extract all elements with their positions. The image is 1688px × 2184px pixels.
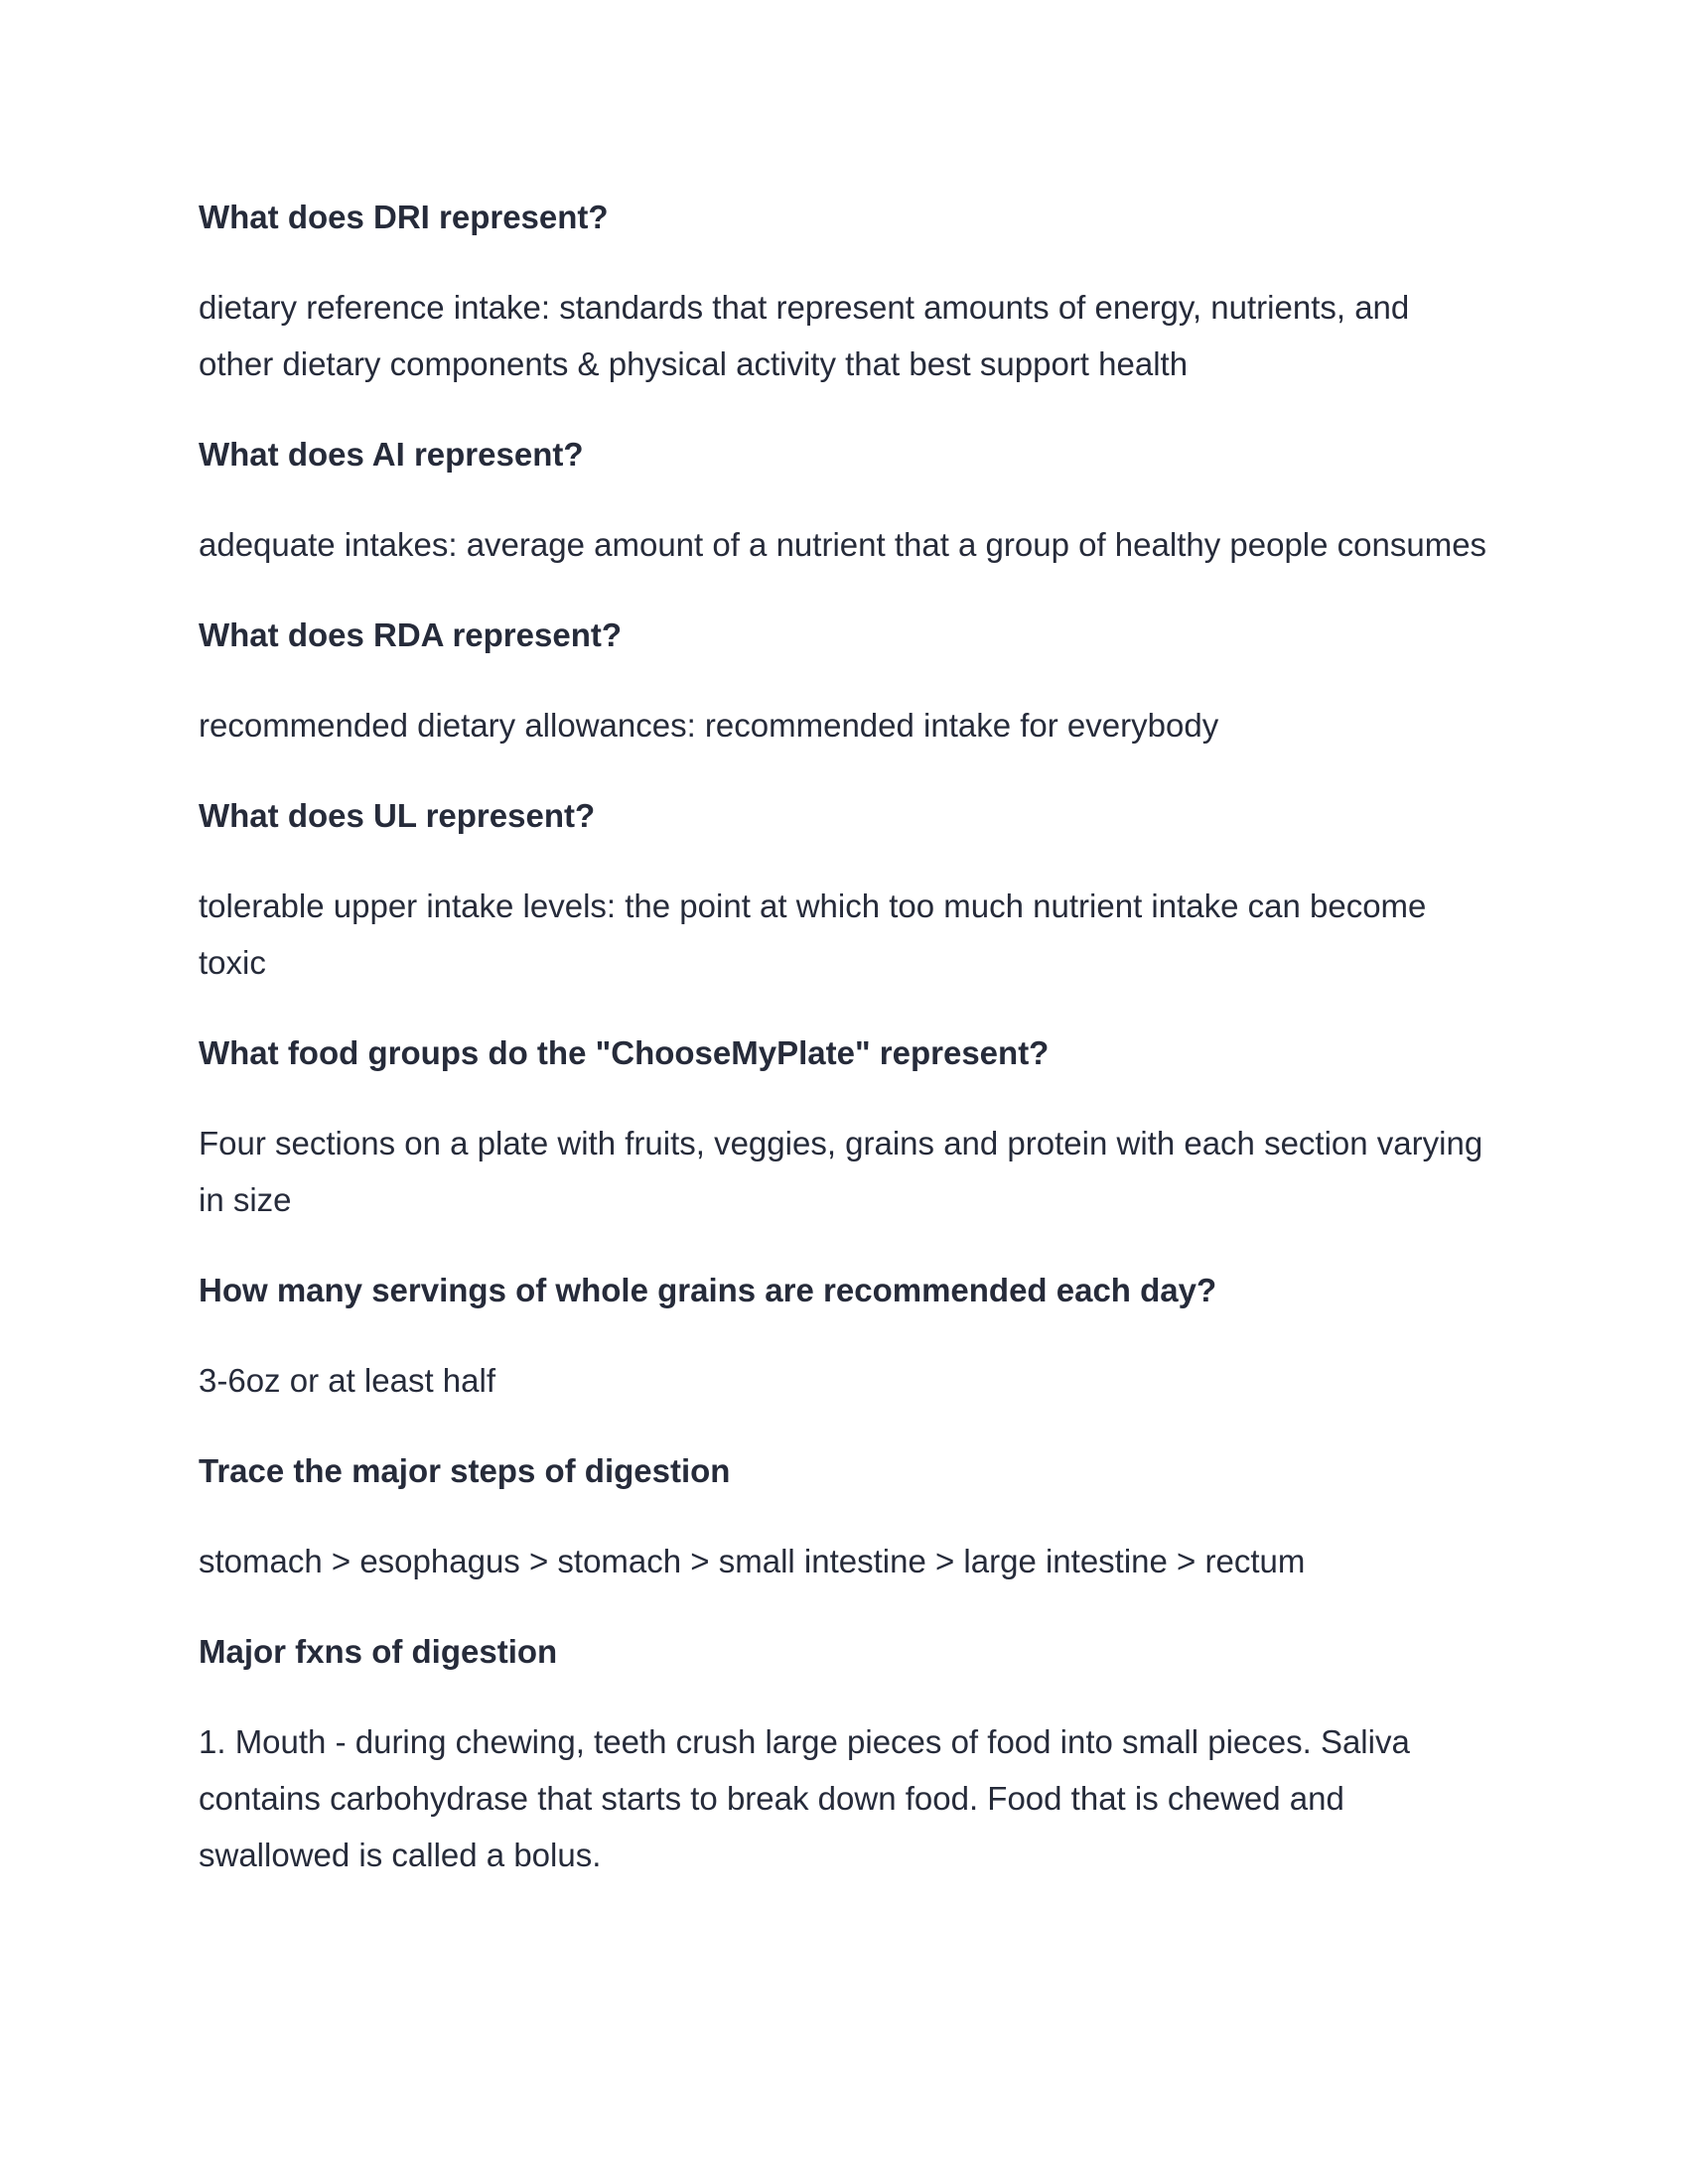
question-text: What does AI represent? (199, 436, 584, 473)
card-choosemyplate (199, 1024, 1489, 1228)
question-text: What food groups do the "ChooseMyPlate" represent? (199, 1034, 1050, 1071)
question-text: What does RDA represent? (199, 616, 623, 653)
question-text: How many servings of whole grains are recommended each day? (199, 1272, 1217, 1308)
card-digestion-steps (199, 1442, 1489, 1589)
question-text: Major fxns of digestion (199, 1633, 558, 1670)
card-whole-grains (199, 1262, 1489, 1409)
card-dri (199, 189, 1489, 392)
answer-text: adequate intakes: average amount of a nutrient that a group of healthy people consumes (199, 526, 1487, 563)
answer-text: 1. Mouth - during chewing, teeth crush large pieces of food into small pieces. Saliva contains carbohydrase that starts to break down food. Food that is chewed and swallowed is called a bolus. (199, 1723, 1410, 1873)
answer-text: Four sections on a plate with fruits, veggies, grains and protein with each section varying in size (199, 1125, 1483, 1218)
card-ai (199, 426, 1489, 573)
answer-text: recommended dietary allowances: recommended intake for everybody (199, 707, 1219, 744)
question-text: Trace the major steps of digestion (199, 1452, 731, 1489)
answer-text: stomach > esophagus > stomach > small intestine > large intestine > rectum (199, 1543, 1306, 1579)
card-rda (199, 607, 1489, 753)
question-text: What does DRI represent? (199, 199, 609, 235)
card-ul (199, 787, 1489, 991)
answer-text: 3-6oz or at least half (199, 1362, 495, 1399)
card-digestion-functions (199, 1623, 1489, 1883)
answer-text: tolerable upper intake levels: the point at which too much nutrient intake can become toxic (199, 887, 1427, 981)
document-page (199, 189, 1489, 1917)
question-text: What does UL represent? (199, 797, 596, 834)
answer-text: dietary reference intake: standards that represent amounts of energy, nutrients, and other dietary components & physical activity that best support health (199, 289, 1410, 382)
